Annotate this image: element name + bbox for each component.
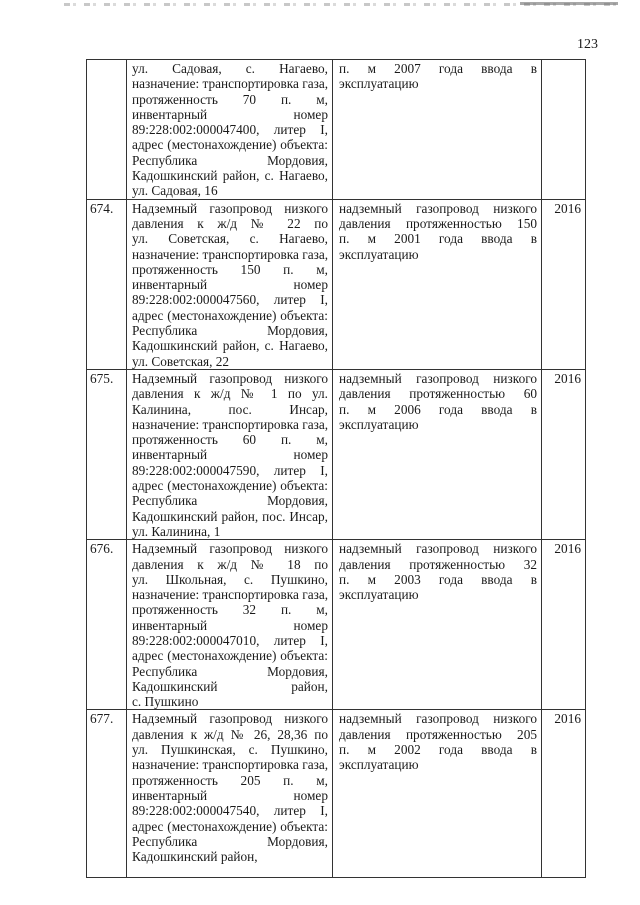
object-characteristics-line: эксплуатацию <box>339 587 419 603</box>
object-description-line: ул. Советская, 22 <box>132 353 230 369</box>
object-description-line: адрес (местонахождение) объекта: <box>132 648 328 664</box>
object-characteristics-line: эксплуатацию <box>339 76 419 92</box>
object-characteristics-line: надземный газопровод низкого <box>339 541 537 557</box>
registry-table-body <box>87 60 586 878</box>
object-characteristics-line: давления протяженностью 32 <box>339 556 537 572</box>
object-description-line: Надземный газопровод низкого <box>132 541 328 557</box>
object-description-line: Кадошкинский район, <box>132 678 328 694</box>
object-description-line: 89:228:002:000047590, литер I, <box>132 462 328 478</box>
object-description-line: инвентарный номер <box>132 277 328 293</box>
object-characteristics <box>333 540 542 710</box>
object-description-line: инвентарный номер <box>132 617 328 633</box>
object-characteristics-line: п. м 2001 года ввода в <box>339 231 537 247</box>
object-description-line: назначение: транспортировка газа, <box>132 416 329 432</box>
object-description-line: Республика Мордовия, <box>132 152 328 168</box>
object-characteristics-line: эксплуатацию <box>339 757 419 773</box>
object-characteristics-line: давления протяженностью 205 <box>339 726 537 742</box>
object-characteristics-line: давления протяженностью 150 <box>339 215 537 231</box>
object-description-line: инвентарный номер <box>132 106 328 122</box>
object-description-line: назначение: транспортировка газа, <box>132 246 329 262</box>
registration-year: 2016 <box>542 369 586 539</box>
object-characteristics-line: эксплуатацию <box>339 416 419 432</box>
row-number: 676. <box>87 540 127 710</box>
object-description-line: Калинина, пос. Инсар, <box>132 401 328 417</box>
object-description-line: адрес (местонахождение) объекта: <box>132 818 328 834</box>
table-row <box>87 369 586 539</box>
object-description-line: протяженность 205 п. м, <box>132 772 328 788</box>
object-description-line: инвентарный номер <box>132 447 328 463</box>
object-characteristics-line: п. м 2006 года ввода в <box>339 401 537 417</box>
object-description-line: адрес (местонахождение) объекта: <box>132 307 328 323</box>
object-description-line: ул. Садовая, 16 <box>132 183 218 199</box>
object-description-line: давления к ж/д № 26, 28,36 по <box>132 726 328 742</box>
table-row <box>87 199 586 369</box>
object-description-line: Надземный газопровод низкого <box>132 370 328 386</box>
object-characteristics <box>333 710 542 878</box>
object-description-line: Надземный газопровод низкого <box>132 200 328 216</box>
object-description <box>127 199 333 369</box>
object-description-line: ул. Советская, с. Нагаево, <box>132 231 328 247</box>
object-description <box>127 60 333 200</box>
table-row <box>87 710 586 878</box>
object-description-line: давления к ж/д № 22 по <box>132 215 328 231</box>
object-description-line: Республика Мордовия, <box>132 663 328 679</box>
object-description-line: ул. Калинина, 1 <box>132 523 221 539</box>
object-description-line: с. Пушкино <box>132 694 199 710</box>
object-description-line: ул. Школьная, с. Пушкино, <box>132 571 328 587</box>
registration-year: 2016 <box>542 710 586 878</box>
table-row <box>87 60 586 200</box>
registration-year <box>542 60 586 200</box>
page-number: 123 <box>577 37 598 52</box>
object-characteristics-line: надземный газопровод низкого <box>339 200 537 216</box>
object-characteristics <box>333 60 542 200</box>
object-description-line: Надземный газопровод низкого <box>132 711 328 727</box>
object-characteristics-line: надземный газопровод низкого <box>339 370 537 386</box>
object-description-line: Кадошкинский район, <box>132 849 258 865</box>
row-number <box>87 60 127 200</box>
object-description-line: ул. Пушкинская, с. Пушкино, <box>132 742 328 758</box>
object-characteristics-line: п. м 2007 года ввода в <box>339 61 537 76</box>
object-description-line: давления к ж/д № 18 по <box>132 556 328 572</box>
object-characteristics-line: п. м 2003 года ввода в <box>339 571 537 587</box>
property-registry-table <box>86 59 586 878</box>
object-description <box>127 710 333 878</box>
object-description-line: 89:228:002:000047540, литер I, <box>132 803 328 819</box>
object-description-line: Республика Мордовия, <box>132 833 328 849</box>
object-characteristics-line: п. м 2002 года ввода в <box>339 742 537 758</box>
object-description-line: Кадошкинский район, с. Нагаево, <box>132 168 328 184</box>
object-description-line: протяженность 60 п. м, <box>132 432 328 448</box>
object-description-line: назначение: транспортировка газа, <box>132 587 329 603</box>
object-description-line: давления к ж/д № 1 по ул. <box>132 386 328 402</box>
object-description-line: 89:228:002:000047560, литер I, <box>132 292 328 308</box>
object-description-line: ул. Садовая, с. Нагаево, <box>132 61 328 76</box>
object-description-line: Кадошкинский район, пос. Инсар, <box>132 508 328 524</box>
row-number: 675. <box>87 369 127 539</box>
object-characteristics-line: эксплуатацию <box>339 246 419 262</box>
object-characteristics-line: надземный газопровод низкого <box>339 711 537 727</box>
object-description-line: инвентарный номер <box>132 787 328 803</box>
row-number: 674. <box>87 199 127 369</box>
object-description-line: Кадошкинский район, с. Нагаево, <box>132 338 328 354</box>
object-description-line: 89:228:002:000047400, литер I, <box>132 122 328 138</box>
object-description-line: назначение: транспортировка газа, <box>132 757 329 773</box>
object-characteristics <box>333 199 542 369</box>
object-description <box>127 369 333 539</box>
registration-year: 2016 <box>542 199 586 369</box>
object-description-line: Республика Мордовия, <box>132 493 328 509</box>
scan-artifact-top-right <box>520 2 618 5</box>
object-description-line: 89:228:002:000047010, литер I, <box>132 632 328 648</box>
object-description-line: назначение: транспортировка газа, <box>132 76 329 92</box>
object-description <box>127 540 333 710</box>
registration-year: 2016 <box>542 540 586 710</box>
object-description-line: Республика Мордовия, <box>132 323 328 339</box>
object-characteristics <box>333 369 542 539</box>
object-description-line: адрес (местонахождение) объекта: <box>132 137 328 153</box>
object-characteristics-line: давления протяженностью 60 <box>339 386 537 402</box>
object-description-line: протяженность 150 п. м, <box>132 261 328 277</box>
table-row <box>87 540 586 710</box>
object-description-line: протяженность 70 п. м, <box>132 91 328 107</box>
object-description-line: протяженность 32 п. м, <box>132 602 328 618</box>
object-description-line: адрес (местонахождение) объекта: <box>132 478 328 494</box>
row-number: 677. <box>87 710 127 878</box>
